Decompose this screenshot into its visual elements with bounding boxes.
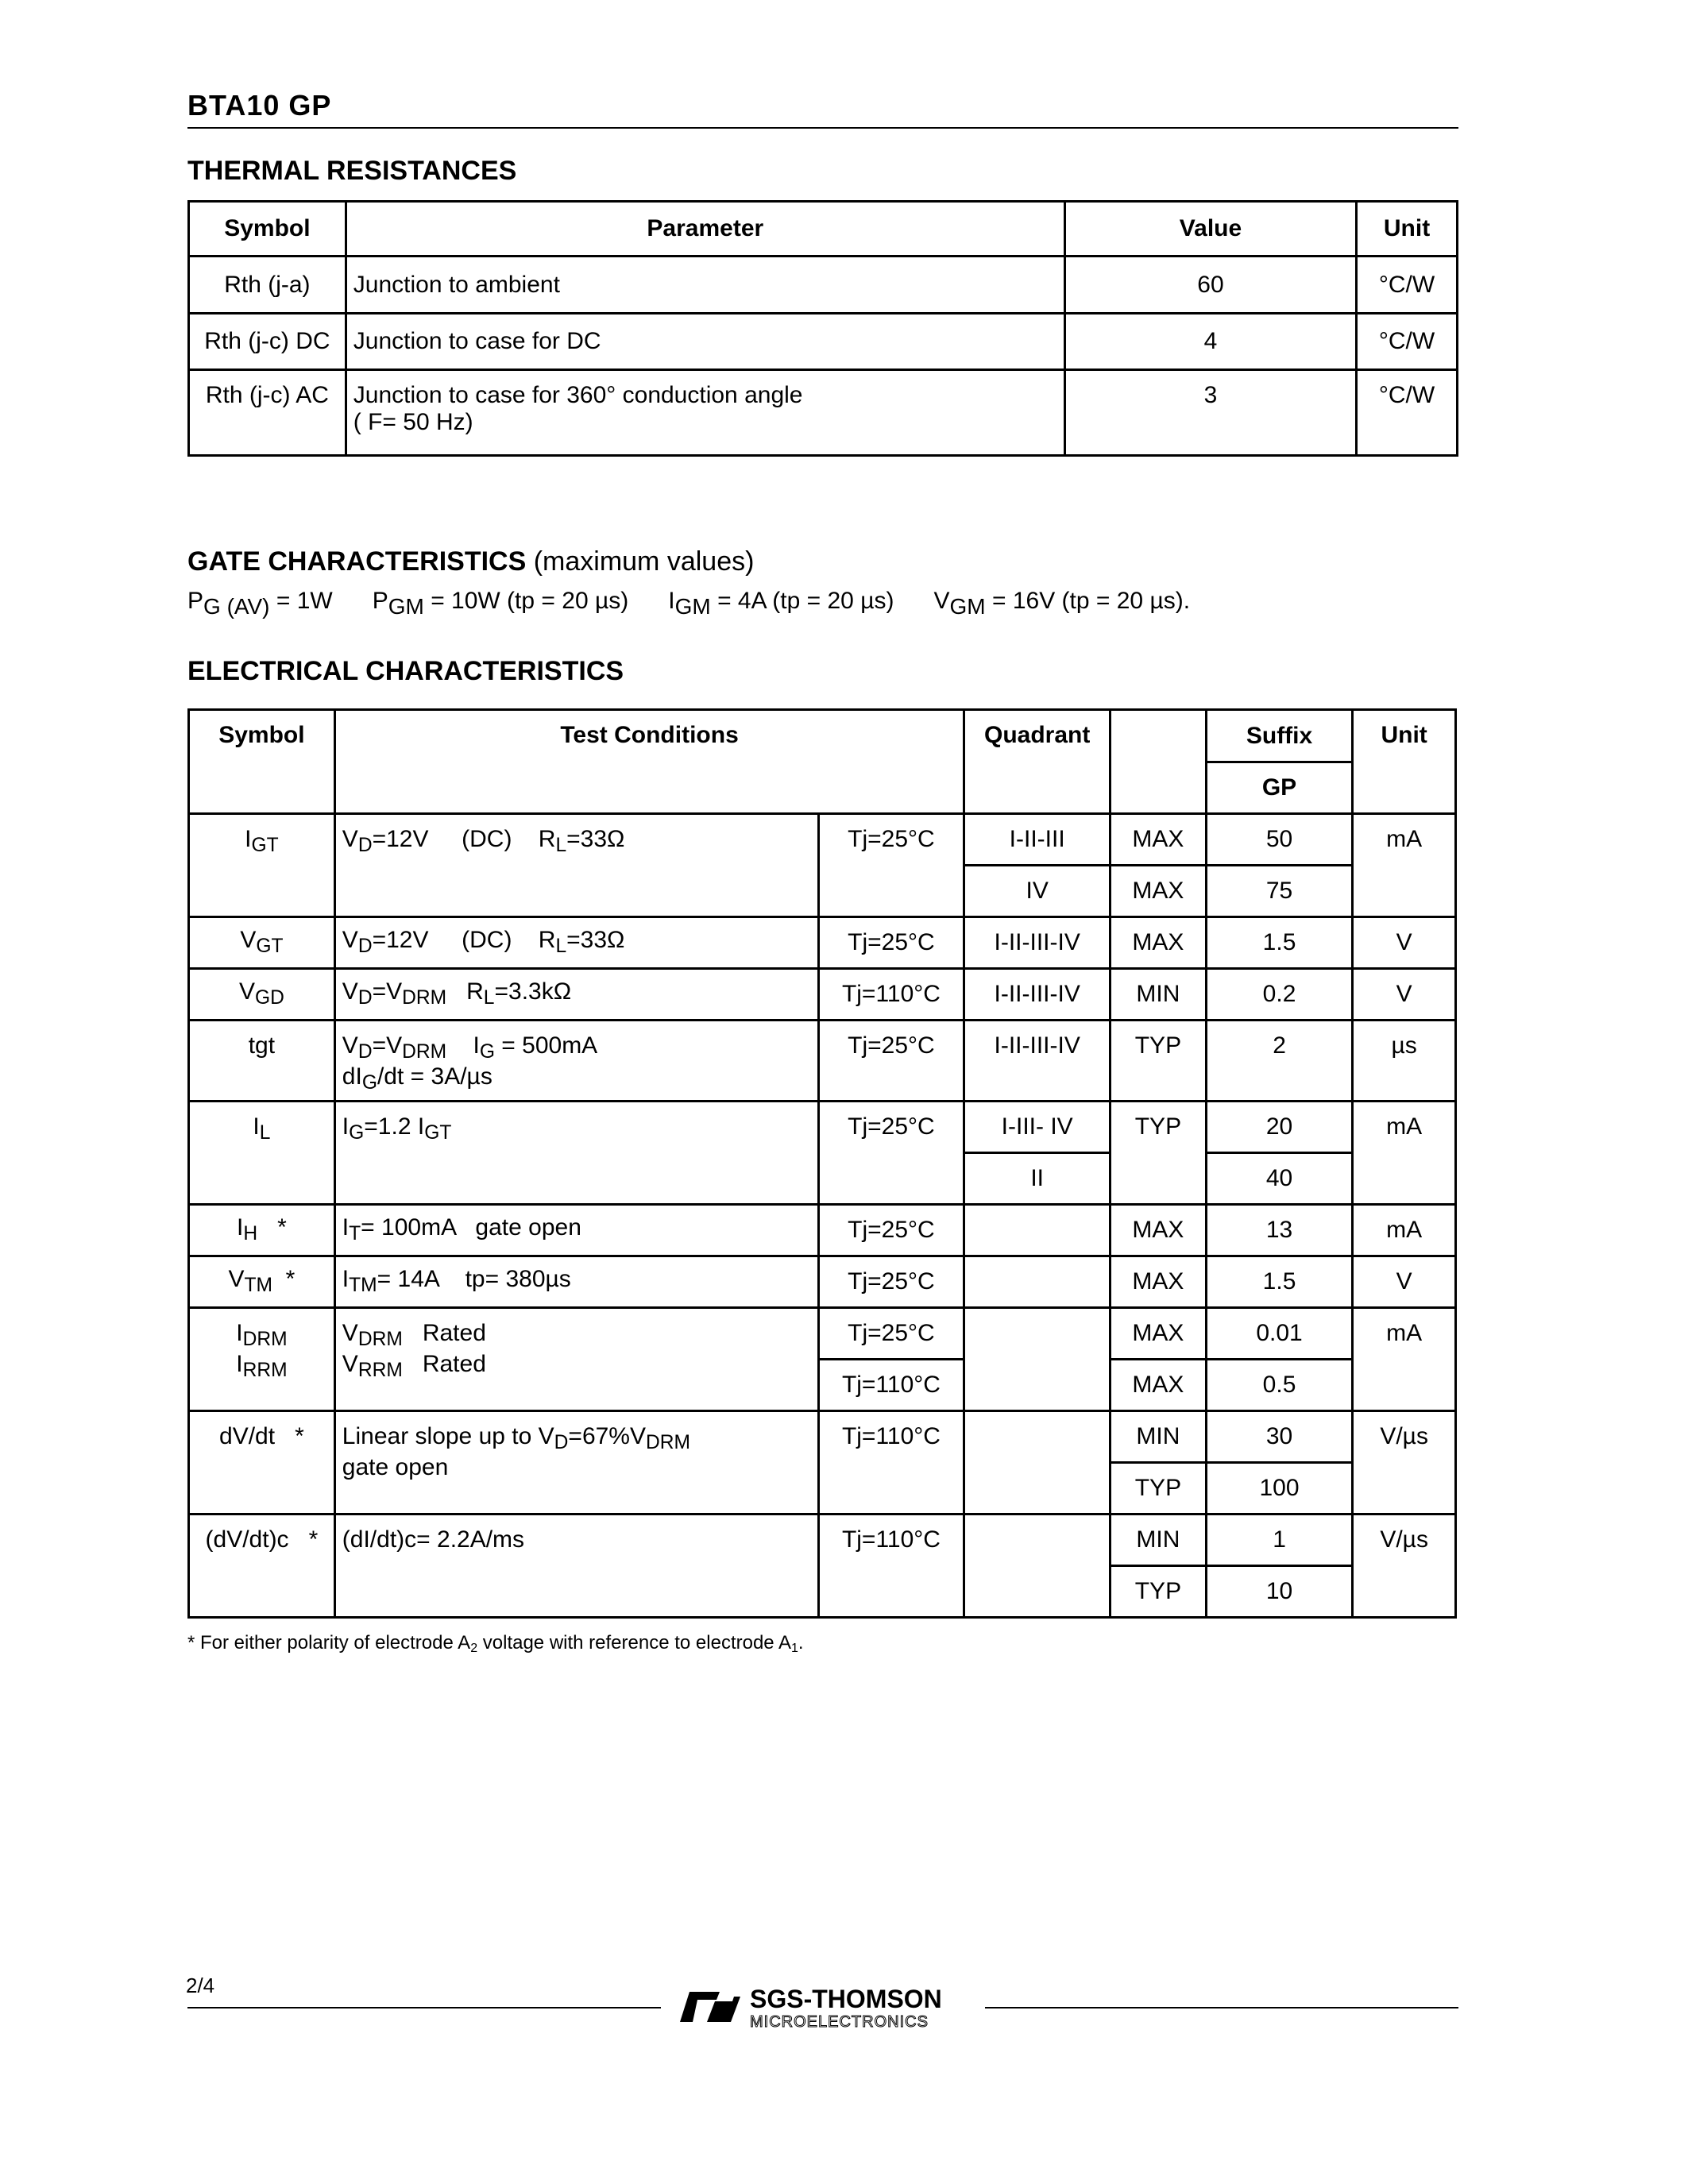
th-symbol: Symbol	[189, 710, 335, 814]
thermal-heading: THERMAL RESISTANCES	[187, 156, 517, 186]
cell-value: 13	[1206, 1205, 1353, 1256]
cell-value: 3	[1064, 370, 1356, 456]
cell-symbol: $V_{GD}$	[189, 969, 335, 1021]
cell-parameter: Junction to ambient	[346, 257, 1064, 314]
cell-symbol: Rth (j-c) DC	[189, 314, 346, 370]
vgm-sub: GM	[949, 594, 986, 619]
cell-unit: mA	[1353, 1205, 1456, 1256]
cell-tj: Tj=110°C	[818, 1411, 964, 1515]
cell-kind: MAX	[1111, 1256, 1207, 1308]
th-symbol: Symbol	[189, 202, 346, 257]
cell-unit: V/µs	[1353, 1515, 1456, 1618]
cell-condition: $I_T= 100mA$ gate open	[334, 1205, 818, 1256]
cell-condition: $V_D=V_{DRM}$ $R_L=3.3k\Omega$	[334, 969, 818, 1021]
cell-parameter	[346, 370, 1064, 456]
cell-value: 75	[1206, 866, 1353, 917]
cell-quadrant: I-II-III	[964, 814, 1111, 866]
header-rule	[187, 127, 1458, 129]
cell-unit: °C/W	[1357, 314, 1458, 370]
cell-tj: Tj=25°C	[818, 1205, 964, 1256]
table-row	[189, 314, 1458, 370]
cell-condition: $V_D=12V$ (DC) $R_L=33\Omega$	[334, 814, 818, 917]
pgm-value: = 10W (tp = 20 µs)	[431, 588, 629, 614]
cell-symbol: $I_{DRM}$ $I_{RRM}$	[189, 1308, 335, 1411]
cell-unit: mA	[1353, 1308, 1456, 1411]
cell-unit: µs	[1353, 1021, 1456, 1102]
cell-value: 20	[1206, 1102, 1353, 1153]
cell-unit: V/µs	[1353, 1411, 1456, 1515]
cell-kind: MAX	[1111, 1205, 1207, 1256]
cell-value: 0.5	[1206, 1360, 1353, 1411]
cell-value: 1.5	[1206, 1256, 1353, 1308]
footnote: * For either polarity of electrode $A_2$ voltage with reference to electrode $A_1$.	[187, 1632, 804, 1655]
pgm-symbol: P	[372, 588, 388, 614]
table-row	[189, 1411, 1456, 1463]
cell-quadrant: IV	[964, 866, 1111, 917]
cell-symbol: $I_H$ *	[189, 1205, 335, 1256]
table-row	[189, 1021, 1456, 1102]
cell-kind: MAX	[1111, 917, 1207, 969]
cell-unit: V	[1353, 969, 1456, 1021]
brand-sub: MICROELECTRONICS	[750, 2013, 929, 2031]
cell-value: 50	[1206, 814, 1353, 866]
table-row	[189, 1515, 1456, 1566]
cell-unit: V	[1353, 917, 1456, 969]
th-value: Value	[1064, 202, 1356, 257]
cell-value: 30	[1206, 1411, 1353, 1463]
cell-quadrant	[964, 1308, 1111, 1411]
table-row	[189, 969, 1456, 1021]
table-row	[189, 1256, 1456, 1308]
table-row	[189, 257, 1458, 314]
cell-condition: $I_G=1.2$ $I_{GT}$	[334, 1102, 818, 1205]
table-row	[189, 1205, 1456, 1256]
electrical-table	[187, 708, 1457, 1619]
cell-quadrant	[964, 1205, 1111, 1256]
pg-value: = 1W	[276, 588, 333, 614]
th-unit: Unit	[1353, 710, 1456, 814]
gate-heading-light: (maximum values)	[533, 546, 755, 577]
table-row	[189, 1308, 1456, 1360]
vgm-value: = 16V (tp = 20 µs).	[991, 588, 1191, 614]
cell-unit: V	[1353, 1256, 1456, 1308]
cell-symbol: dV/dt *	[189, 1411, 335, 1515]
page-number: 2/4	[186, 1974, 215, 1997]
cell-quadrant: I-II-III-IV	[964, 1021, 1111, 1102]
cell-tj: Tj=25°C	[818, 814, 964, 917]
igm-value: = 4A (tp = 20 µs)	[717, 588, 894, 614]
th-test-conditions: Test Conditions	[334, 710, 964, 814]
footer-rule-left	[187, 2007, 661, 2008]
th-parameter: Parameter	[346, 202, 1064, 257]
cell-tj: Tj=25°C	[818, 917, 964, 969]
cell-tj: Tj=110°C	[818, 1515, 964, 1618]
igm-sub: GM	[674, 594, 711, 619]
cell-symbol: $V_{GT}$	[189, 917, 335, 969]
cell-kind: TYP	[1111, 1021, 1207, 1102]
vgm-symbol: V	[933, 588, 950, 614]
footer-rule-right	[985, 2007, 1458, 2008]
table-row	[189, 917, 1456, 969]
cell-condition: $I_{TM}= 14A$ tp= 380µs	[334, 1256, 818, 1308]
igm-symbol: I	[668, 588, 675, 614]
cell-tj: Tj=25°C	[818, 1308, 964, 1360]
cell-value: 10	[1206, 1566, 1353, 1618]
cell-quadrant	[964, 1411, 1111, 1515]
pg-symbol: P	[187, 588, 204, 614]
cell-tj: Tj=25°C	[818, 1256, 964, 1308]
cell-value: 1	[1206, 1515, 1353, 1566]
cell-kind: MIN	[1111, 969, 1207, 1021]
pgm-sub: GM	[388, 594, 424, 619]
brand-name: SGS-THOMSON	[750, 1985, 942, 2013]
table-row	[189, 814, 1456, 866]
cell-parameter: Junction to case for DC	[346, 314, 1064, 370]
cell-quadrant	[964, 1256, 1111, 1308]
cell-quadrant: II	[964, 1153, 1111, 1205]
cell-value: 100	[1206, 1463, 1353, 1515]
cell-condition: (dI/dt)c= 2.2A/ms	[334, 1515, 818, 1618]
cell-value: 4	[1064, 314, 1356, 370]
cell-condition: $V_D=V_{DRM}$ $I_G = 500mA$ $dI_G/dt = 3A/\mu s$	[334, 1021, 818, 1102]
cell-quadrant	[964, 1515, 1111, 1618]
cell-kind: MAX	[1111, 814, 1207, 866]
cell-unit: mA	[1353, 814, 1456, 917]
gate-heading-bold: GATE CHARACTERISTICS	[187, 546, 527, 577]
th-gp: GP	[1206, 762, 1353, 814]
electrical-heading: ELECTRICAL CHARACTERISTICS	[187, 656, 624, 686]
table-row	[189, 370, 1458, 456]
cell-value: 40	[1206, 1153, 1353, 1205]
document-title: BTA10 GP	[187, 89, 332, 122]
cell-kind: TYP	[1111, 1102, 1207, 1205]
cell-tj: Tj=25°C	[818, 1021, 964, 1102]
cell-symbol: Rth (j-c) AC	[189, 370, 346, 456]
cell-tj: Tj=25°C	[818, 1102, 964, 1205]
th-suffix: Suffix	[1206, 710, 1353, 762]
st-logo-icon	[674, 1984, 975, 2032]
cell-kind: MAX	[1111, 866, 1207, 917]
thermal-table	[187, 200, 1458, 457]
cell-kind: MIN	[1111, 1515, 1207, 1566]
gate-values	[187, 588, 1190, 619]
cell-value: 1.5	[1206, 917, 1353, 969]
th-blank	[1111, 710, 1207, 814]
cell-tj: Tj=110°C	[818, 969, 964, 1021]
cell-kind: MIN	[1111, 1411, 1207, 1463]
st-logo	[674, 1984, 975, 2032]
cell-value: 2	[1206, 1021, 1353, 1102]
param-line-2: ( F= 50 Hz)	[353, 409, 473, 435]
cell-quadrant: I-II-III-IV	[964, 917, 1111, 969]
cell-condition: Linear slope up to $V_D=67\%V_{DRM}$ gate open	[334, 1411, 818, 1515]
cell-symbol: tgt	[189, 1021, 335, 1102]
cell-unit: mA	[1353, 1102, 1456, 1205]
table-row	[189, 1102, 1456, 1153]
gate-heading	[187, 546, 754, 577]
cell-value: 0.2	[1206, 969, 1353, 1021]
cell-symbol: $I_L$	[189, 1102, 335, 1205]
cell-value: 0.01	[1206, 1308, 1353, 1360]
th-unit: Unit	[1357, 202, 1458, 257]
cell-quadrant: I-II-III-IV	[964, 969, 1111, 1021]
cell-condition: $V_D=12V$ (DC) $R_L=33\Omega$	[334, 917, 818, 969]
pg-sub: G (AV)	[203, 594, 270, 619]
cell-unit: °C/W	[1357, 257, 1458, 314]
cell-symbol: $V_{TM}$ *	[189, 1256, 335, 1308]
cell-symbol: $I_{GT}$	[189, 814, 335, 917]
cell-kind: TYP	[1111, 1566, 1207, 1618]
cell-symbol: (dV/dt)c *	[189, 1515, 335, 1618]
param-line-1: Junction to case for 360° conduction angle	[353, 382, 803, 408]
cell-kind: MAX	[1111, 1360, 1207, 1411]
cell-condition: $V_{DRM}$ Rated $V_{RRM}$ Rated	[334, 1308, 818, 1411]
cell-quadrant: I-III- IV	[964, 1102, 1111, 1153]
cell-value: 60	[1064, 257, 1356, 314]
cell-unit: °C/W	[1357, 370, 1458, 456]
cell-kind: TYP	[1111, 1463, 1207, 1515]
th-quadrant: Quadrant	[964, 710, 1111, 814]
cell-symbol: Rth (j-a)	[189, 257, 346, 314]
cell-kind: MAX	[1111, 1308, 1207, 1360]
cell-tj: Tj=110°C	[818, 1360, 964, 1411]
